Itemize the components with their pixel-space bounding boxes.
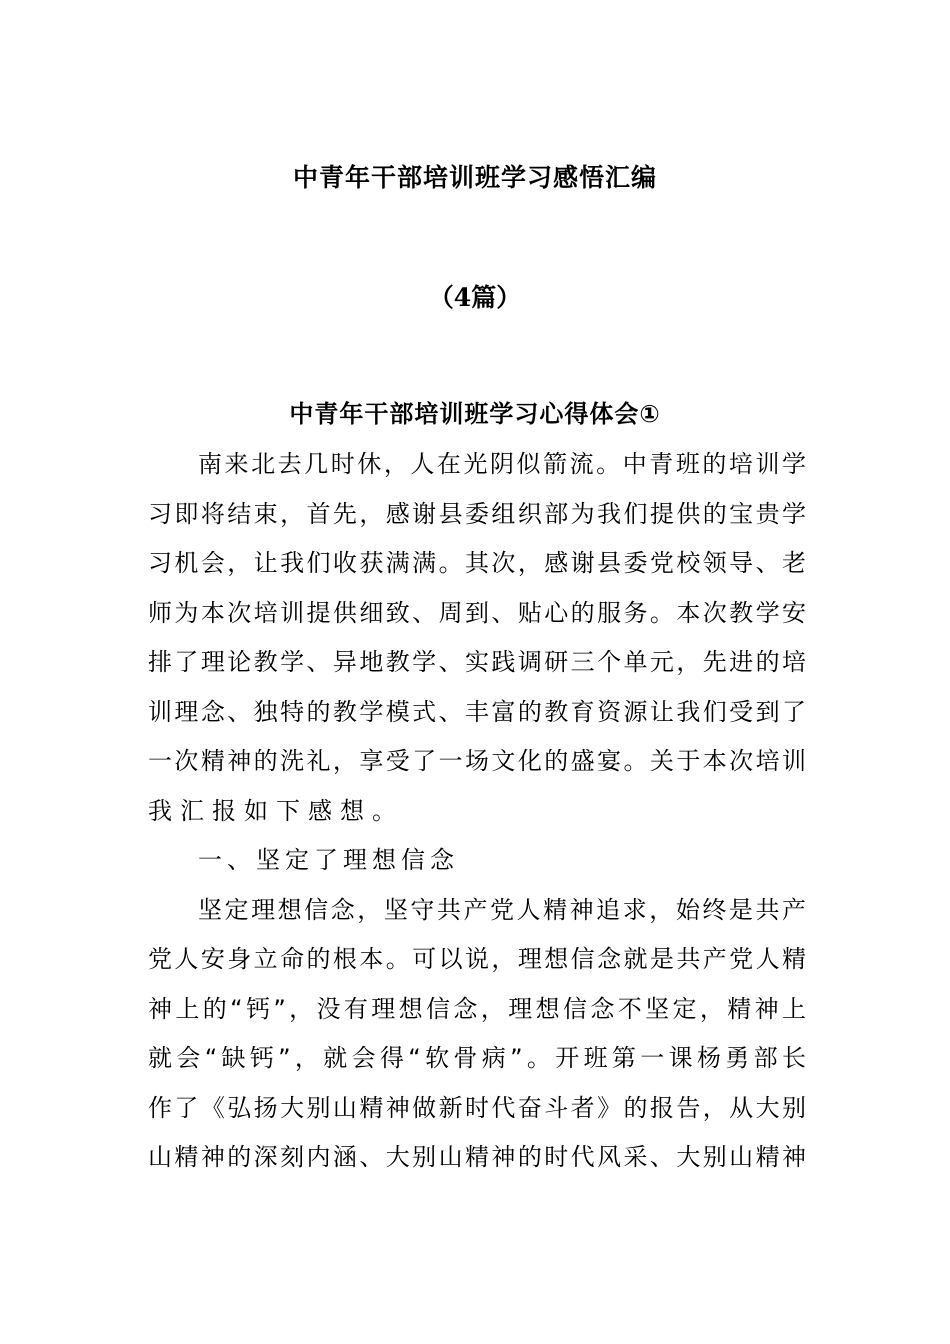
document-body: [148, 446, 806, 1189]
paragraph-line: 山精神的深刻内涵、大别山精神的时代风采、大别山精神: [148, 1143, 806, 1171]
paragraph-line: 师为本次培训提供细致、周到、贴心的服务。本次教学安: [148, 598, 806, 627]
paragraph-line: 排了理论教学、异地教学、实践调研三个单元，先进的培: [148, 648, 806, 676]
section-heading: 一、坚定了理想信念: [198, 846, 459, 874]
paragraph-line: 习即将结束，首先，感谢县委组织部为我们提供的宝贵学: [148, 499, 806, 528]
paragraph-2: [148, 892, 806, 1189]
paragraph-line: 训理念、独特的教学模式、丰富的教育资源让我们受到了: [148, 697, 806, 726]
paragraph-line: 神上的“钙”，没有理想信念，理想信念不坚定，精神上: [148, 994, 806, 1023]
paragraph-line: 习机会，让我们收获满满。其次，感谢县委党校领导、老: [148, 549, 806, 577]
paragraph-line: 坚定理想信念，坚守共产党人精神追求，始终是共产: [198, 895, 806, 924]
paragraph-line: 南来北去几时休，人在光阴似箭流。中青班的培训学: [198, 450, 806, 478]
paragraph-line: 一次精神的洗礼，享受了一场文化的盛宴。关于本次培训: [148, 747, 806, 775]
paragraph-1: [148, 446, 806, 842]
paragraph-line: 党人安身立命的根本。可以说，理想信念就是共产党人精: [148, 945, 806, 973]
paragraph-line: 我汇报如下感想。: [148, 796, 404, 825]
paragraph-line: 作了《弘扬大别山精神做新时代奋斗者》的报告，从大别: [148, 1093, 806, 1122]
document-subtitle: （4篇）: [428, 283, 522, 312]
section-title: 中青年干部培训班学习心得体会①: [289, 400, 661, 428]
document-title: 中青年干部培训班学习感悟汇编: [292, 163, 657, 192]
paragraph-line: 就会“缺钙”，就会得“软骨病”。开班第一课杨勇部长: [148, 1044, 806, 1072]
